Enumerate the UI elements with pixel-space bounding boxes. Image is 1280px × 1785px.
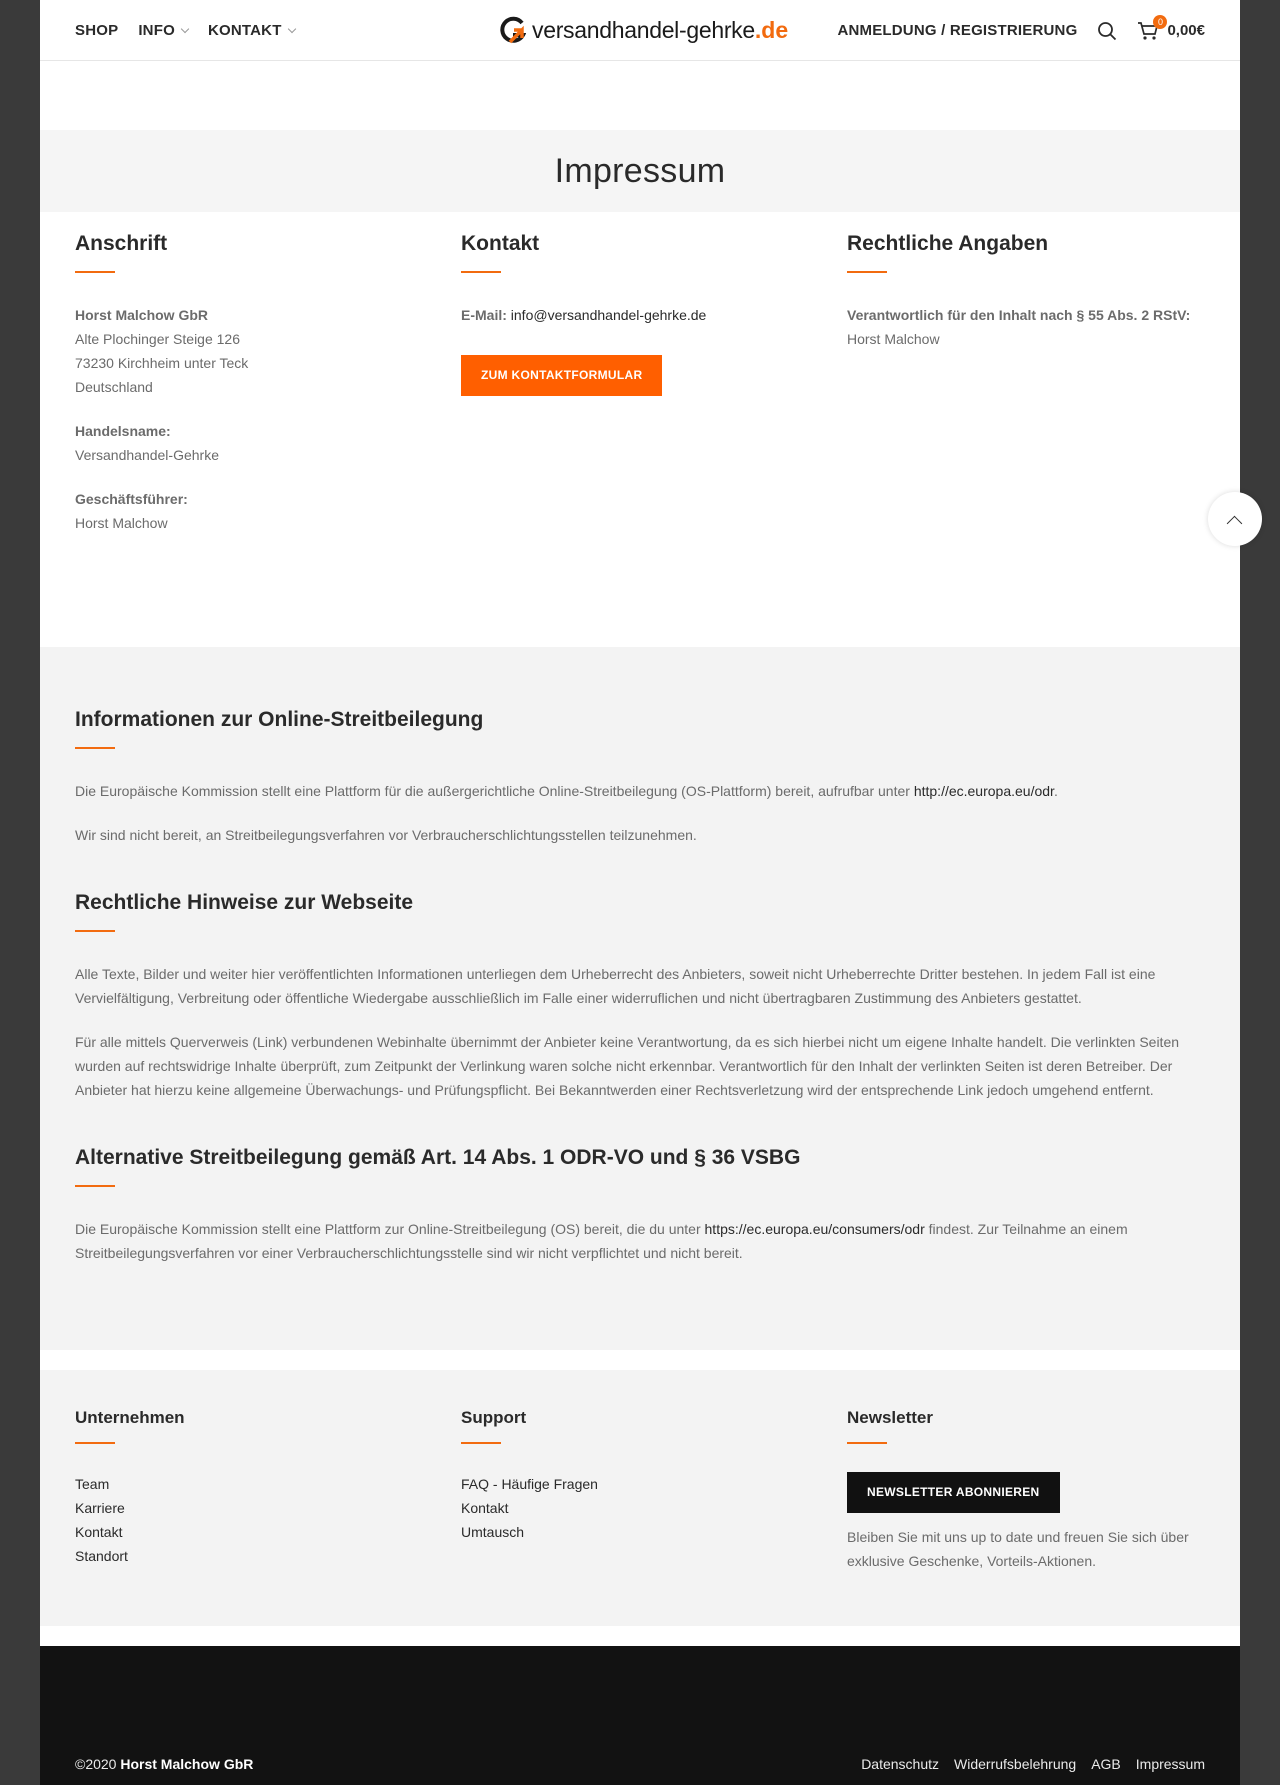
footer-link-widerrufsbelehrung[interactable]: Widerrufsbelehrung xyxy=(954,1756,1077,1772)
trade-name-label: Handelsname: xyxy=(75,423,171,439)
adr-text-end: findest. Zur Teilnahme an einem Streitbeilegungsverfahren vor einer Verbraucherschlichtungsstelle sind wir nicht verpflichtet und nicht bereit. xyxy=(75,1221,1128,1261)
footer-unternehmen xyxy=(75,1408,461,1573)
chevron-down-icon xyxy=(287,24,295,32)
anschrift-heading: Anschrift xyxy=(75,232,168,255)
odr-heading: Informationen zur Online-Streitbeilegung xyxy=(75,708,484,731)
copyright-company: Horst Malchow GbR xyxy=(120,1756,254,1772)
footer-link-team[interactable]: Team xyxy=(75,1476,110,1492)
footer-columns xyxy=(75,1408,1205,1573)
newsletter-note: Bleiben Sie mit uns up to date und freuen Sie sich über exklusive Geschenke, Vorteils-Aktionen. xyxy=(847,1529,1189,1569)
nav-info-label: INFO xyxy=(138,22,175,39)
country: Deutschland xyxy=(75,379,153,395)
ceo-label: Geschäftsführer: xyxy=(75,491,188,507)
nav-shop-label: SHOP xyxy=(75,22,119,39)
nav-kontakt[interactable] xyxy=(208,22,295,39)
copyright-prefix: ©2020 xyxy=(75,1756,121,1772)
site-header xyxy=(40,0,1240,61)
kontakt-heading: Kontakt xyxy=(461,232,540,255)
page xyxy=(40,0,1240,1785)
footer-link-umtausch[interactable]: Umtausch xyxy=(461,1524,525,1540)
impressum-columns xyxy=(75,232,1205,535)
odr-paragraph xyxy=(75,779,1205,803)
legal-info-section xyxy=(40,647,1240,1350)
heading-accent-line xyxy=(847,1442,887,1444)
copyright xyxy=(75,1756,253,1772)
odr-link[interactable]: http://ec.europa.eu/odr xyxy=(913,783,1054,799)
footer-bottom xyxy=(40,1646,1240,1785)
rechtlich-heading: Rechtliche Angaben xyxy=(847,232,1049,255)
cart-count-badge: 0 xyxy=(1153,15,1167,29)
logo-text: versandhandel-gehrke xyxy=(532,16,755,43)
scroll-to-top-button[interactable] xyxy=(1208,492,1262,546)
footer-newsletter-heading: Newsletter xyxy=(847,1408,933,1427)
page-title: Impressum xyxy=(554,151,726,190)
rechtlich-column xyxy=(847,232,1205,535)
links-paragraph: Für alle mittels Querverweis (Link) verbundenen Webinhalte übernimmt der Anbieter keine Verantwortung, da es sich hierbei nicht um eigene Inhalte handelt. Die verlinkten Seiten wurden auf rechtswidrige Inhalte überprüft, zum Zeitpunkt der Verlinkung waren solche nicht erkennbar. Verantwortlich für den Inhalt der verlinkten Seiten ist deren Betreiber. Der Anbieter hat hierzu keine allgemeine Überwachungs- und Prüfungspflicht. Bei Bekanntwerden einer Rechtsverletzung wird der entsprechende Link jedoch umgehend entfernt. xyxy=(75,1034,1180,1098)
kontakt-column xyxy=(461,232,847,535)
responsible-value: Horst Malchow xyxy=(847,331,940,347)
chevron-down-icon xyxy=(181,24,189,32)
website-notes-heading: Rechtliche Hinweise zur Webseite xyxy=(75,891,414,914)
heading-accent-line xyxy=(461,1442,501,1444)
odr-paragraph-2: Wir sind nicht bereit, an Streitbeilegungsverfahren vor Verbraucherschlichtungsstellen teilzunehmen. xyxy=(75,827,697,843)
adr-text: Die Europäische Kommission stellt eine Plattform zur Online-Streitbeilegung (OS) bereit, die du unter xyxy=(75,1221,705,1237)
footer-link-standort[interactable]: Standort xyxy=(75,1548,128,1564)
footer-unternehmen-heading: Unternehmen xyxy=(75,1408,185,1427)
ceo-value: Horst Malchow xyxy=(75,515,168,531)
adr-link[interactable]: https://ec.europa.eu/consumers/odr xyxy=(704,1221,925,1237)
nav-shop[interactable] xyxy=(75,22,118,39)
login-register-link[interactable]: ANMELDUNG / REGISTRIERUNG xyxy=(837,22,1078,39)
footer-link-kontakt[interactable]: Kontakt xyxy=(75,1524,123,1540)
anschrift-column xyxy=(75,232,461,535)
adr-heading: Alternative Streitbeilegung gemäß Art. 14 Abs. 1 ODR-VO und § 36 VSBG xyxy=(75,1146,801,1169)
footer-newsletter xyxy=(847,1408,1205,1573)
footer-link-agb[interactable]: AGB xyxy=(1091,1756,1121,1772)
footer-link-support-kontakt[interactable]: Kontakt xyxy=(461,1500,509,1516)
footer-link-datenschutz[interactable]: Datenschutz xyxy=(861,1756,940,1772)
cart-total: 0,00€ xyxy=(1167,22,1205,39)
heading-accent-line xyxy=(461,271,501,273)
footer-link-karriere[interactable]: Karriere xyxy=(75,1500,125,1516)
footer-widgets xyxy=(40,1370,1240,1626)
legal-info-content xyxy=(75,708,1205,1285)
heading-accent-line xyxy=(75,1442,115,1444)
cart-button[interactable] xyxy=(1137,16,1205,41)
logo-tld: .de xyxy=(754,16,789,43)
newsletter-subscribe-button[interactable]: NEWSLETTER ABONNIEREN xyxy=(847,1472,1060,1513)
contact-form-button[interactable]: ZUM KONTAKTFORMULAR xyxy=(461,355,662,396)
street: Alte Plochinger Steige 126 xyxy=(75,331,240,347)
email-link[interactable]: info@versandhandel-gehrke.de xyxy=(510,307,707,323)
footer-support xyxy=(461,1408,847,1573)
nav-kontakt-label: KONTAKT xyxy=(207,22,282,39)
city: 73230 Kirchheim unter Teck xyxy=(75,355,249,371)
logo-g-icon xyxy=(500,16,526,44)
odr-text: Die Europäische Kommission stellt eine Plattform für die außergerichtliche Online-Streitbeilegung (OS-Plattform) bereit, aufrufbar unter xyxy=(75,783,914,799)
company-name: Horst Malchow GbR xyxy=(75,307,209,323)
legal-links xyxy=(861,1756,1205,1772)
search-icon[interactable] xyxy=(1097,21,1117,41)
adr-paragraph xyxy=(75,1217,1205,1265)
main-nav xyxy=(75,0,295,61)
footer-support-heading: Support xyxy=(461,1408,527,1427)
heading-accent-line xyxy=(75,747,115,749)
heading-accent-line xyxy=(75,1185,115,1187)
heading-accent-line xyxy=(75,271,115,273)
email-line xyxy=(461,303,847,327)
responsible-label: Verantwortlich für den Inhalt nach § 55 Abs. 2 RStV: xyxy=(847,307,1191,323)
heading-accent-line xyxy=(847,271,887,273)
site-logo[interactable] xyxy=(500,14,788,46)
odr-text-end: . xyxy=(1053,783,1058,799)
email-label: E-Mail: xyxy=(461,307,507,323)
title-band xyxy=(40,130,1240,212)
header-actions xyxy=(837,0,1205,61)
copyright-paragraph: Alle Texte, Bilder und weiter hier veröffentlichten Informationen unterliegen dem Urheberrecht des Anbieters, soweit nicht Urheberrechte Dritter bestehen. In jedem Fall ist eine Vervielfältigung, Verbreitung oder öffentliche Wiedergabe ausschließlich im Falle einer widerruflichen und nicht übertragbaren Zustimmung des Anbieters gestattet. xyxy=(75,966,1156,1006)
trade-name-value: Versandhandel-Gehrke xyxy=(75,447,219,463)
heading-accent-line xyxy=(75,930,115,932)
footer-link-impressum[interactable]: Impressum xyxy=(1135,1756,1205,1772)
nav-info[interactable] xyxy=(138,22,188,39)
footer-link-faq[interactable]: FAQ - Häufige Fragen xyxy=(461,1476,598,1492)
